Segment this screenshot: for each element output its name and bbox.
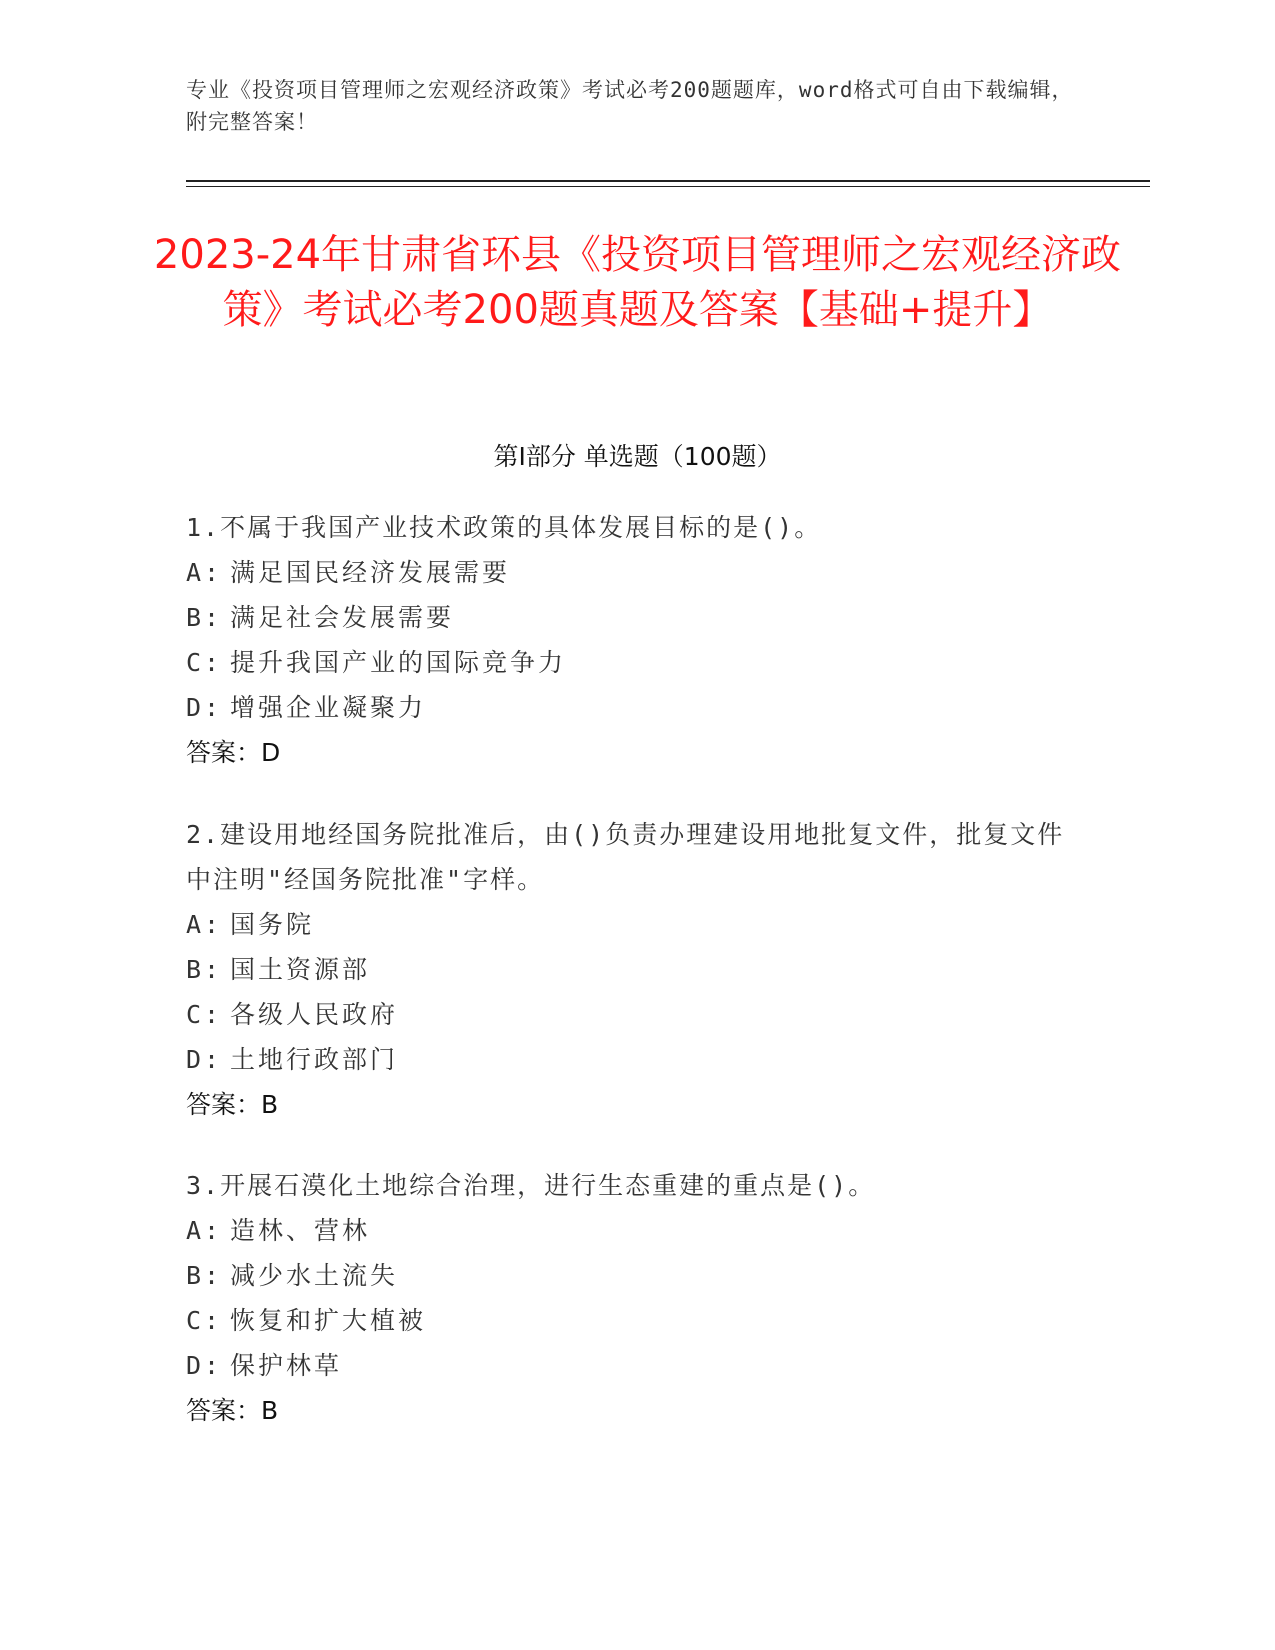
option-letter: D:	[186, 1045, 223, 1074]
option-c	[186, 640, 1086, 685]
option-b	[186, 595, 1086, 640]
question-stem: 2.建设用地经国务院批准后，由()负责办理建设用地批复文件，批复文件中注明"经国务院批准"字样。	[186, 820, 1065, 894]
option-letter: B:	[186, 603, 223, 632]
option-d	[186, 1037, 1086, 1082]
option-b	[186, 1253, 1086, 1298]
option-text: 满足国民经济发展需要	[230, 558, 511, 587]
option-letter: A:	[186, 910, 223, 939]
option-text: 恢复和扩大植被	[230, 1306, 427, 1335]
option-letter: B:	[186, 1261, 223, 1290]
option-text: 满足社会发展需要	[230, 603, 455, 632]
option-c	[186, 992, 1086, 1037]
option-letter: B:	[186, 955, 223, 984]
option-text: 减少水土流失	[230, 1261, 399, 1290]
option-text: 国土资源部	[230, 955, 371, 984]
option-d	[186, 1343, 1086, 1388]
option-letter: D:	[186, 693, 223, 722]
header-rule-thin	[186, 186, 1150, 187]
option-d	[186, 685, 1086, 730]
question-stem: 3.开展石漠化土地综合治理，进行生态重建的重点是()。	[186, 1171, 876, 1200]
header-note: 专业《投资项目管理师之宏观经济政策》考试必考200题题库，word格式可自由下载编辑，附完整答案！	[186, 78, 1074, 134]
question-1	[186, 505, 1086, 775]
option-text: 土地行政部门	[230, 1045, 399, 1074]
option-letter: A:	[186, 1216, 223, 1245]
option-letter: A:	[186, 558, 223, 587]
answer: 答案：D	[186, 738, 281, 767]
section-heading: 第I部分 单选题（100题）	[493, 442, 782, 471]
option-letter: C:	[186, 1306, 223, 1335]
option-letter: C:	[186, 648, 223, 677]
option-c	[186, 1298, 1086, 1343]
question-stem: 1.不属于我国产业技术政策的具体发展目标的是()。	[186, 513, 822, 542]
document-title: 2023-24年甘肃省环县《投资项目管理师之宏观经济政策》考试必考200题真题及答案【基础+提升】	[153, 232, 1122, 333]
option-letter: D:	[186, 1351, 223, 1380]
option-a	[186, 550, 1086, 595]
option-text: 增强企业凝聚力	[230, 693, 427, 722]
question-3	[186, 1163, 1086, 1433]
option-text: 提升我国产业的国际竞争力	[230, 648, 567, 677]
option-a	[186, 902, 1086, 947]
option-text: 国务院	[230, 910, 315, 939]
answer: 答案：B	[186, 1396, 279, 1425]
option-text: 造林、营林	[230, 1216, 371, 1245]
option-text: 各级人民政府	[230, 1000, 399, 1029]
question-2	[186, 812, 1086, 1127]
option-b	[186, 947, 1086, 992]
option-text: 保护林草	[230, 1351, 343, 1380]
answer: 答案：B	[186, 1090, 279, 1119]
option-letter: C:	[186, 1000, 223, 1029]
header-rule-thick	[186, 180, 1150, 182]
option-a	[186, 1208, 1086, 1253]
